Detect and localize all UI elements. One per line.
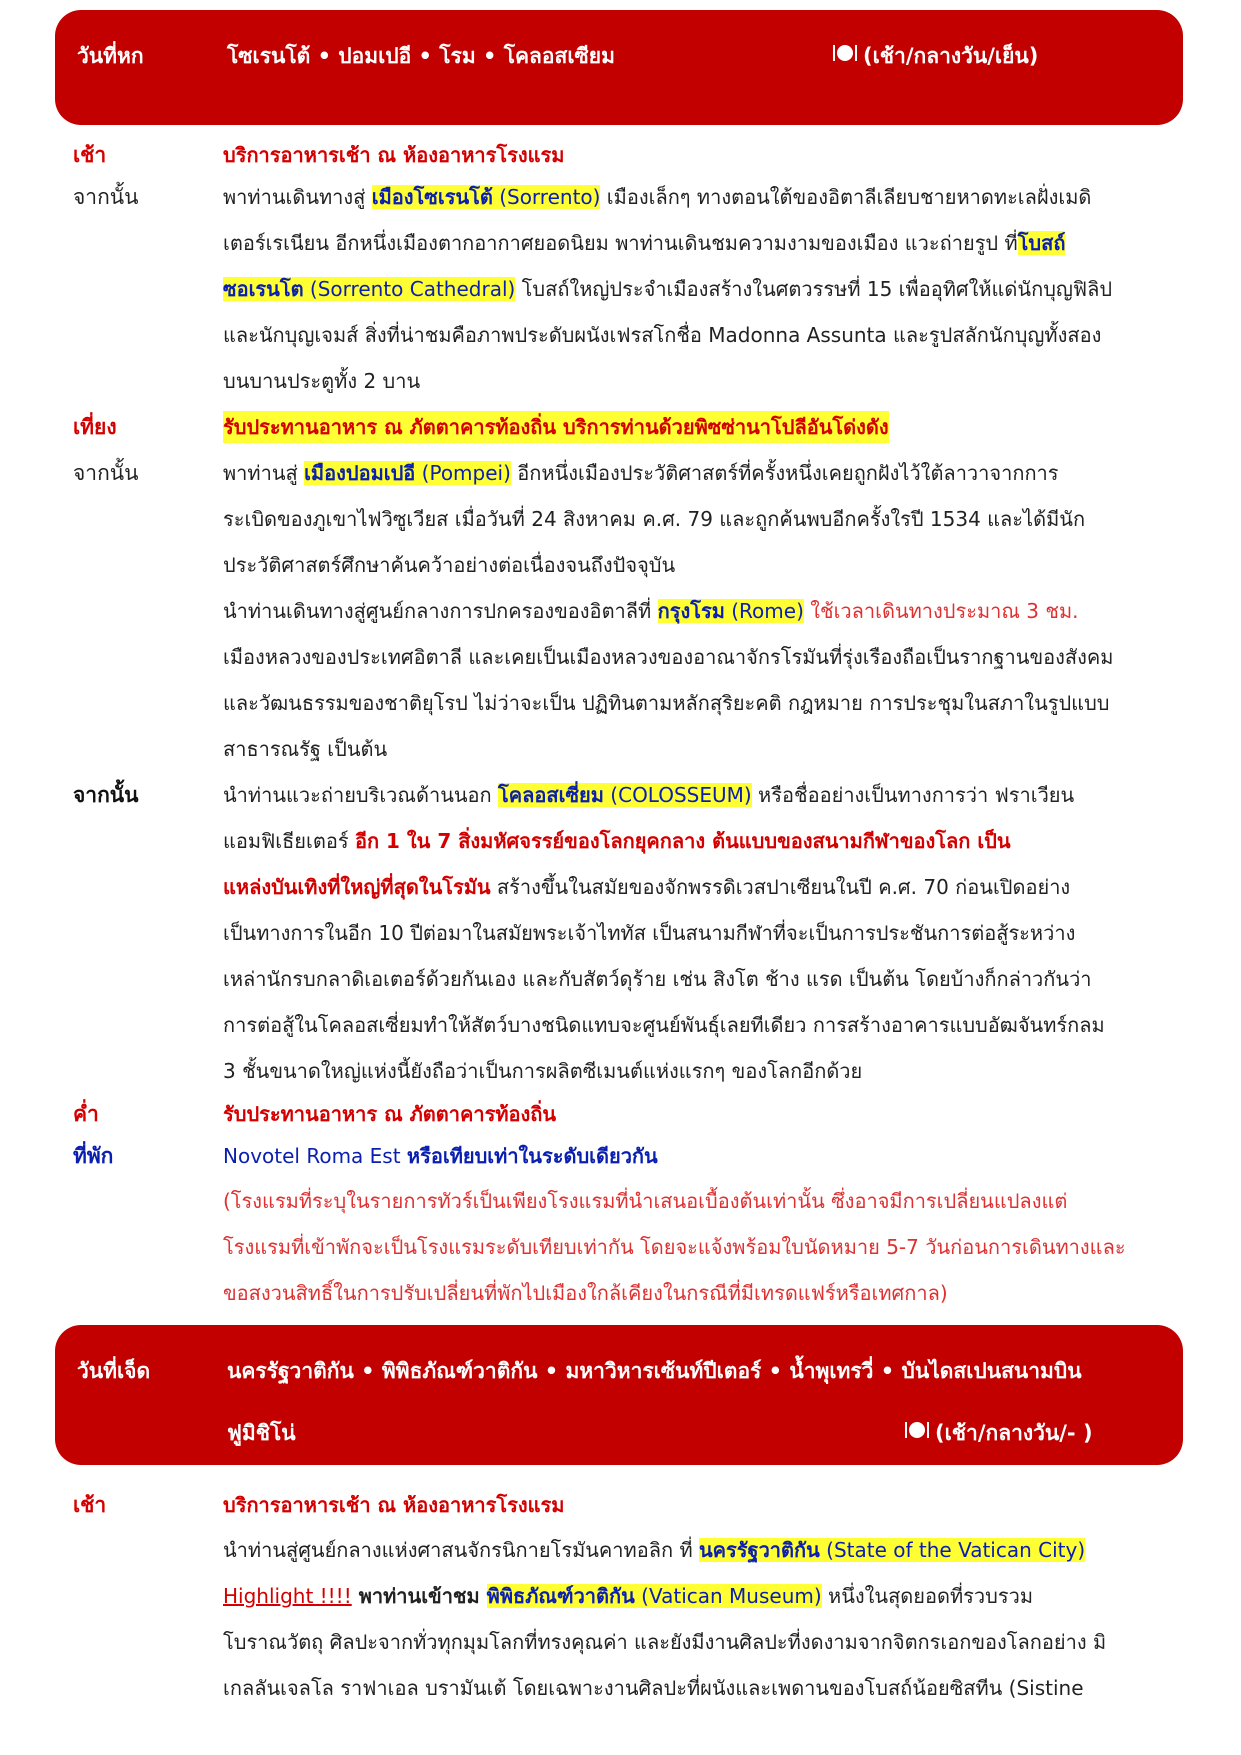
pompei-highlight: เมืองปอมเปอี bbox=[304, 461, 416, 485]
rome-line-3: และวัฒนธรรมของชาติยุโรป ไม่ว่าจะเป็น ปฏิทินตามหลักสุริยะคติ กฎหมาย การประชุมในสภาในรูปแบบ bbox=[223, 691, 1110, 715]
rome-line-2: เมืองหลวงของประเทศอิตาลี และเคยเป็นเมืองหลวงของอาณาจักรโรมันที่รุ่งเรืองถือเป็นรากฐานของสังคม bbox=[223, 645, 1114, 669]
vatican-line-3: โบราณวัตถุ ศิลปะจากทั่วทุกมุมโลกที่ทรงคุณค่า และยังมีงานศิลปะที่งดงามจากจิตกรเอกของโลกอย่าง มิ bbox=[223, 1630, 1107, 1654]
plate-icon bbox=[833, 43, 857, 68]
sorrento-highlight: เมืองโซเรนโต้ bbox=[371, 185, 493, 209]
then-label: จากนั้น bbox=[73, 185, 139, 209]
colosseum-line-1: จากนั้น นำท่านแวะถ่ายบริเวณด้านนอก โคลอสเซี่ยม (COLOSSEUM) หรือชื่ออย่างเป็นทางการว่า ฟราเวียน bbox=[0, 773, 1241, 819]
day6-route: โซเรนโต้ • ปอมเปอี • โรม • โคลอสเซียม bbox=[227, 44, 615, 68]
colosseum-line-2: แอมฟิเธียเตอร์ อีก 1 ใน 7 สิ่งมหัศจรรย์ของโลกยุคกลาง ต้นแบบของสนามกีฬาของโลก เป็น bbox=[223, 829, 1011, 853]
hotel-note-1: (โรงแรมที่ระบุในรายการทัวร์เป็นเพียงโรงแรมที่นำเสนอเบื้องต้นเท่านั้น ซึ่งอาจมีการเปลี่ยนแปลงแต่ bbox=[223, 1189, 1068, 1213]
day6-header-banner bbox=[55, 10, 1183, 125]
rome-highlight: กรุงโรม bbox=[657, 599, 725, 623]
day7-label: วันที่เจ็ด bbox=[77, 1359, 151, 1383]
dinner-row bbox=[0, 1092, 1241, 1138]
colosseum-highlight: โคลอสเซี่ยม bbox=[498, 783, 604, 807]
lunch-text: รับประทานอาหาร ณ ภัตตาคารท้องถิ่น บริการท่านด้วยพิซซ่านาโปลีอันโด่งดัง bbox=[223, 411, 889, 443]
sorrento-line-2: เตอร์เรเนียน อีกหนึ่งเมืองตากอากาศยอดนิยม พาท่านเดินชมความงามของเมือง แวะถ่ายรูป ที่โบสถ์ bbox=[223, 231, 1066, 255]
vatican-museum-highlight: พิพิธภัณฑ์วาติกัน bbox=[486, 1584, 635, 1608]
hotel-note-2: โรงแรมที่เข้าพักจะเป็นโรงแรมระดับเทียบเท่ากัน โดยจะแจ้งพร้อมใบนัดหมาย 5-7 วันก่อนการเดินทางและ bbox=[223, 1235, 1126, 1259]
colosseum-line-7: 3 ชั้นขนาดใหญ่แห่งนี้ยังถือว่าเป็นการผลิตซีเมนต์แห่งแรกๆ ของโลกอีกด้วย bbox=[223, 1059, 863, 1083]
rome-line-4: สาธารณรัฐ เป็นต้น bbox=[223, 737, 388, 761]
colosseum-line-4: เป็นทางการในอีก 10 ปีต่อมาในสมัยพระเจ้าไททัส เป็นสนามกีฬาที่จะเป็นการประชันการต่อสู้ระหว่าง bbox=[223, 921, 1076, 945]
sorrento-line-3: ซอเรนโต (Sorrento Cathedral) โบสถ์ใหญ่ประจำเมืองสร้างในศตวรรษที่ 15 เพื่ออุทิศให้แด่นักบุญฟิลิป bbox=[223, 277, 1113, 301]
day6-meals bbox=[833, 40, 1038, 73]
dinner-label: ค่ำ bbox=[73, 1102, 99, 1126]
noon-row bbox=[0, 405, 1241, 451]
day7-morning-row bbox=[0, 1483, 1241, 1529]
pompei-line-1: จากนั้น พาท่านสู่ เมืองปอมเปอี (Pompei) อีกหนึ่งเมืองประวัติศาสตร์ที่ครั้งหนึ่งเคยถูกฝังไว้ใต้ลาวาจากการ bbox=[0, 451, 1241, 497]
noon-label: เที่ยง bbox=[73, 415, 117, 439]
day7-header-banner bbox=[55, 1325, 1183, 1465]
day7-meals bbox=[905, 1417, 1093, 1450]
highlight-link[interactable]: Highlight !!!! bbox=[223, 1584, 352, 1608]
hotel-label: ที่พัก bbox=[73, 1144, 114, 1168]
colosseum-line-5: เหล่านักรบกลาดิเอเตอร์ด้วยกันเอง และกับสัตว์ดุร้าย เช่น สิงโต ช้าง แรด เป็นต้น โดยบ้างก็กล่าวกันว่า bbox=[223, 967, 1092, 991]
hotel-name: Novotel Roma Est bbox=[223, 1144, 407, 1168]
hotel-row: ที่พัก Novotel Roma Est หรือเทียบเท่าในระดับเดียวกัน bbox=[0, 1134, 1241, 1180]
day7-meals-text: (เช้า/กลางวัน/- ) bbox=[935, 1421, 1093, 1445]
hotel-note-3: ขอสงวนสิทธิ์ในการปรับเปลี่ยนที่พักไปเมืองใกล้เคียงในกรณีที่มีเทรดแฟร์หรือเทศกาล) bbox=[223, 1281, 948, 1305]
sorrento-line-4: และนักบุญเจมส์ สิ่งที่น่าชมคือภาพประดับผนังเฟรสโกชื่อ Madonna Assunta และรูปสลักนักบุญทั้งสอง bbox=[223, 323, 1102, 347]
vatican-line-2: Highlight !!!! พาท่านเข้าชม พิพิธภัณฑ์วาติกัน (Vatican Museum) หนึ่งในสุดยอดที่รวบรวม bbox=[223, 1584, 1034, 1608]
pompei-line-3: ประวัติศาสตร์ศึกษาค้นคว้าอย่างต่อเนื่องจนถึงปัจจุบัน bbox=[223, 553, 676, 577]
plate-icon bbox=[905, 1420, 929, 1445]
colosseum-line-6: การต่อสู้ในโคลอสเซี่ยมทำให้สัตว์บางชนิดแทบจะศูนย์พันธุ์เลยทีเดียว การสร้างอาคารแบบอัฒจันทร์กลม bbox=[223, 1013, 1105, 1037]
sorrento-line-5: บนบานประตูทั้ง 2 บาน bbox=[223, 369, 421, 393]
day7-route-line-1: นครรัฐวาติกัน • พิพิธภัณฑ์วาติกัน • มหาวิหารเซ้นท์ปีเตอร์ • น้ำพุเทรวี่ • บันไดสเปนสนามบิน bbox=[227, 1359, 1082, 1383]
rome-line-1: นำท่านเดินทางสู่ศูนย์กลางการปกครองของอิตาลีที่ กรุงโรม (Rome) ใช้เวลาเดินทางประมาณ 3 ชม. bbox=[223, 599, 1079, 623]
vatican-line-1: นำท่านสู่ศูนย์กลางแห่งศาสนจักรนิกายโรมันคาทอลิก ที่ นครรัฐวาติกัน (State of the Vatican City) bbox=[223, 1538, 1086, 1562]
then-label: จากนั้น bbox=[73, 783, 139, 807]
breakfast-text: บริการอาหารเช้า ณ ห้องอาหารโรงแรม bbox=[223, 1493, 565, 1517]
day6-meals-text: (เช้า/กลางวัน/เย็น) bbox=[863, 44, 1039, 68]
cathedral-highlight: โบสถ์ bbox=[1017, 231, 1066, 255]
vatican-line-4: เกลลันเจลโล ราฟาเอล บรามันเต้ โดยเฉพาะงานศิลปะที่ผนังและเพดานของโบสถ์น้อยซิสทีน (Sistine bbox=[223, 1676, 1084, 1700]
morning-label: เช้า bbox=[73, 1493, 107, 1517]
pompei-line-2: ระเบิดของภูเขาไฟวิซูเวียส เมื่อวันที่ 24 สิงหาคม ค.ศ. 79 และถูกค้นพบอีกครั้งใรปี 1534 และได้มีนัก bbox=[223, 507, 1086, 531]
morning-row bbox=[0, 133, 1241, 179]
morning-label: เช้า bbox=[73, 143, 107, 167]
day7-route-line-2: ฟูมิชิโน่ bbox=[227, 1421, 296, 1445]
then-label: จากนั้น bbox=[73, 461, 139, 485]
vatican-highlight: นครรัฐวาติกัน bbox=[699, 1538, 820, 1562]
day6-label: วันที่หก bbox=[77, 44, 144, 68]
sorrento-line-1: จากนั้น พาท่านเดินทางสู่ เมืองโซเรนโต้ (Sorrento) เมืองเล็กๆ ทางตอนใต้ของอิตาลีเลียบชายหาดทะเลฝั่งเมดิ bbox=[0, 175, 1241, 221]
colosseum-line-3: แหล่งบันเทิงที่ใหญ่ที่สุดในโรมัน สร้างขึ้นในสมัยของจักพรรดิเวสปาเซียนในปี ค.ศ. 70 ก่อนเปิดอย่าง bbox=[223, 875, 1071, 899]
dinner-text: รับประทานอาหาร ณ ภัตตาคารท้องถิ่น bbox=[223, 1102, 557, 1126]
breakfast-text: บริการอาหารเช้า ณ ห้องอาหารโรงแรม bbox=[223, 143, 565, 167]
